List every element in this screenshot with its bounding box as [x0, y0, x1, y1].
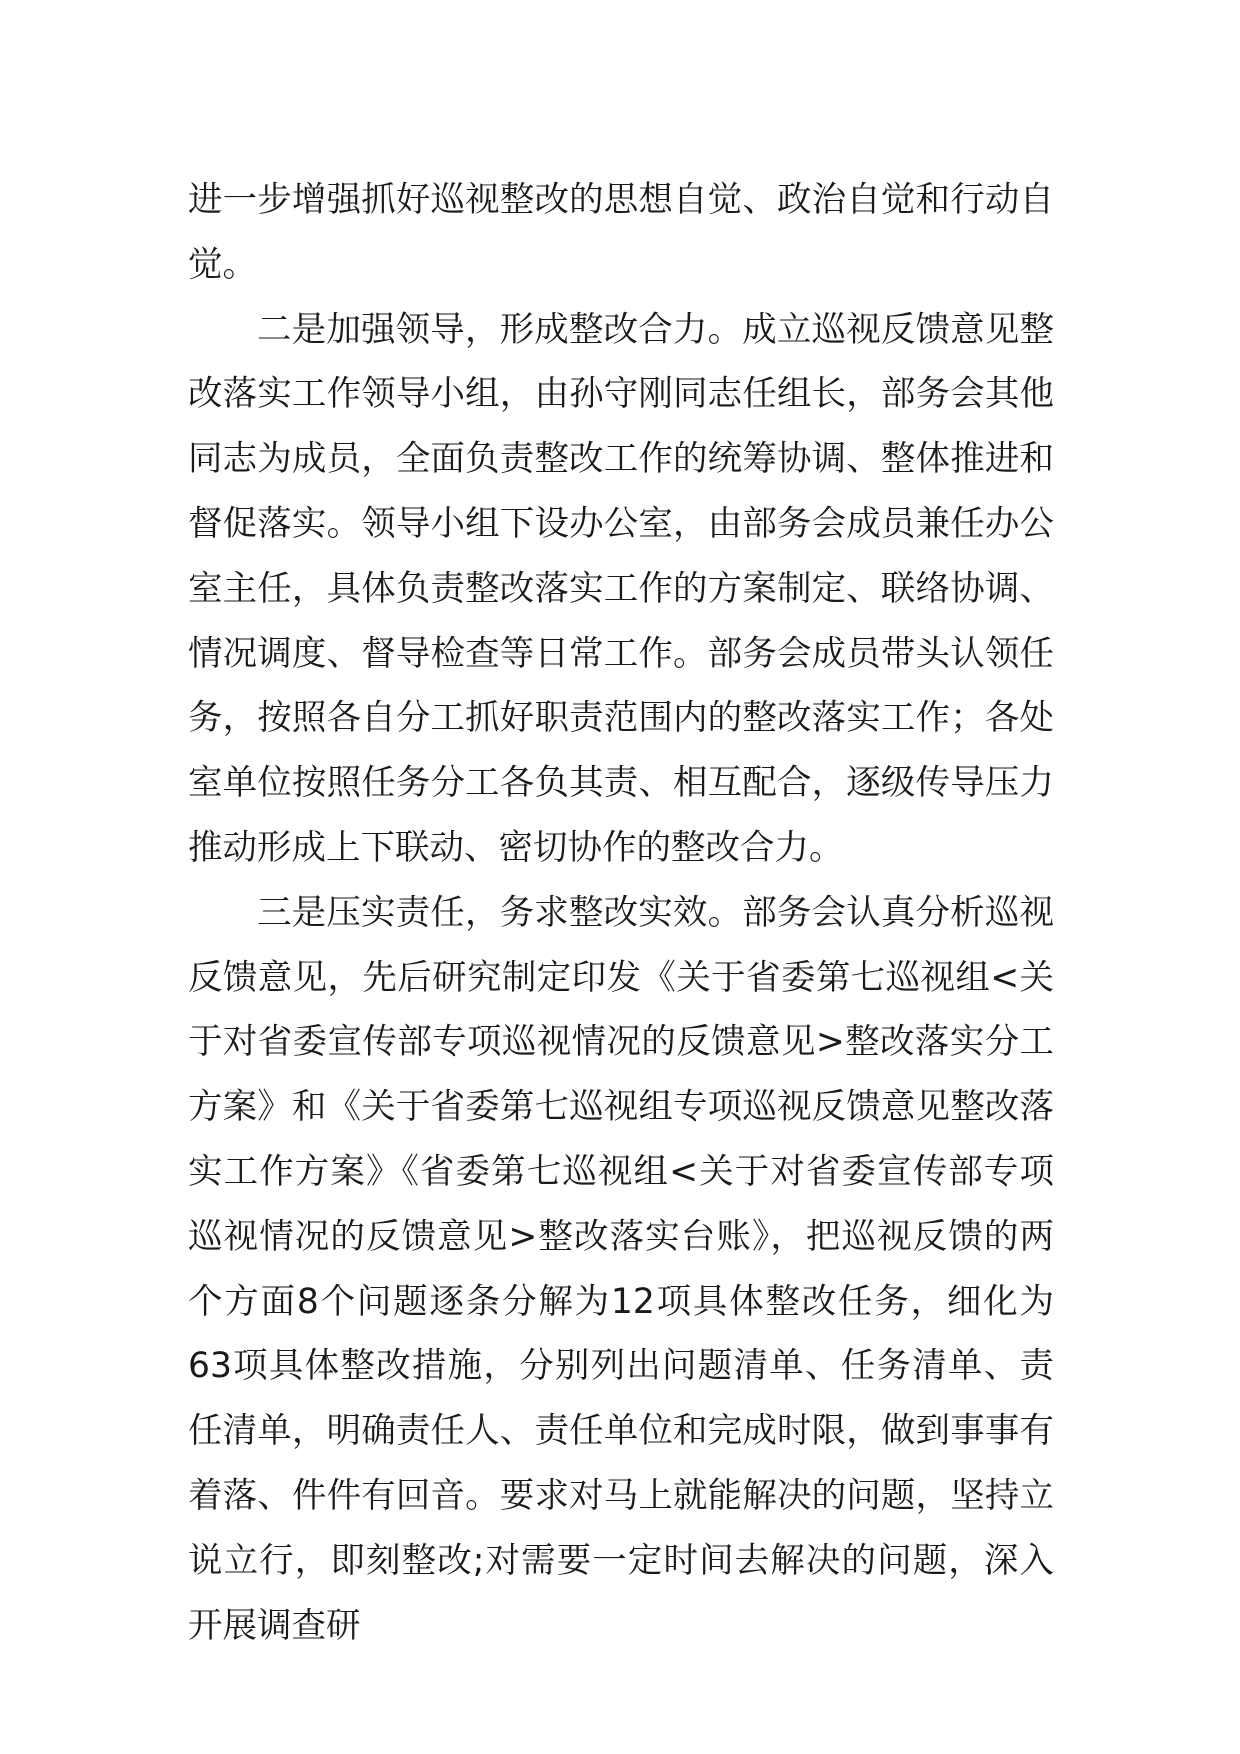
paragraph-1: 进一步增强抓好巡视整改的思想自觉、政治自觉和行动自觉。	[188, 180, 1054, 285]
document-body	[188, 168, 1054, 1658]
paragraph-2: 二是加强领导，形成整改合力。成立巡视反馈意见整改落实工作领导小组，由孙守刚同志任组长，部务会其他同志为成员，全面负责整改工作的统筹协调、整体推进和督促落实。领导小组下设办公室，由部务会成员兼任办公室主任，具体负责整改落实工作的方案制定、联络协调、情况调度、督导检查等日常工作。部务会成员带头认领任务，按照各自分工抓好职责范围内的整改落实工作；各处室单位按照任务分工各负其责、相互配合，逐级传导压力推动形成上下联动、密切协作的整改合力。	[188, 309, 1054, 868]
paragraph-3: 三是压实责任，务求整改实效。部务会认真分析巡视反馈意见，先后研究制定印发《关于省委第七巡视组<关于对省委宣传部专项巡视情况的反馈意见>整改落实分工方案》和《关于省委第七巡视组专项巡视反馈意见整改落实工作方案》《省委第七巡视组<关于对省委宣传部专项巡视情况的反馈意见>整改落实台账》，把巡视反馈的两个方面8个问题逐条分解为12项具体整改任务，细化为63项具体整改措施，分别列出问题清单、任务清单、责任清单，明确责任人、责任单位和完成时限，做到事事有着落、件件有回音。要求对马上就能解决的问题，坚持立说立行，即刻整改;对需要一定时间去解决的问题，深入开展调查研	[188, 892, 1054, 1646]
